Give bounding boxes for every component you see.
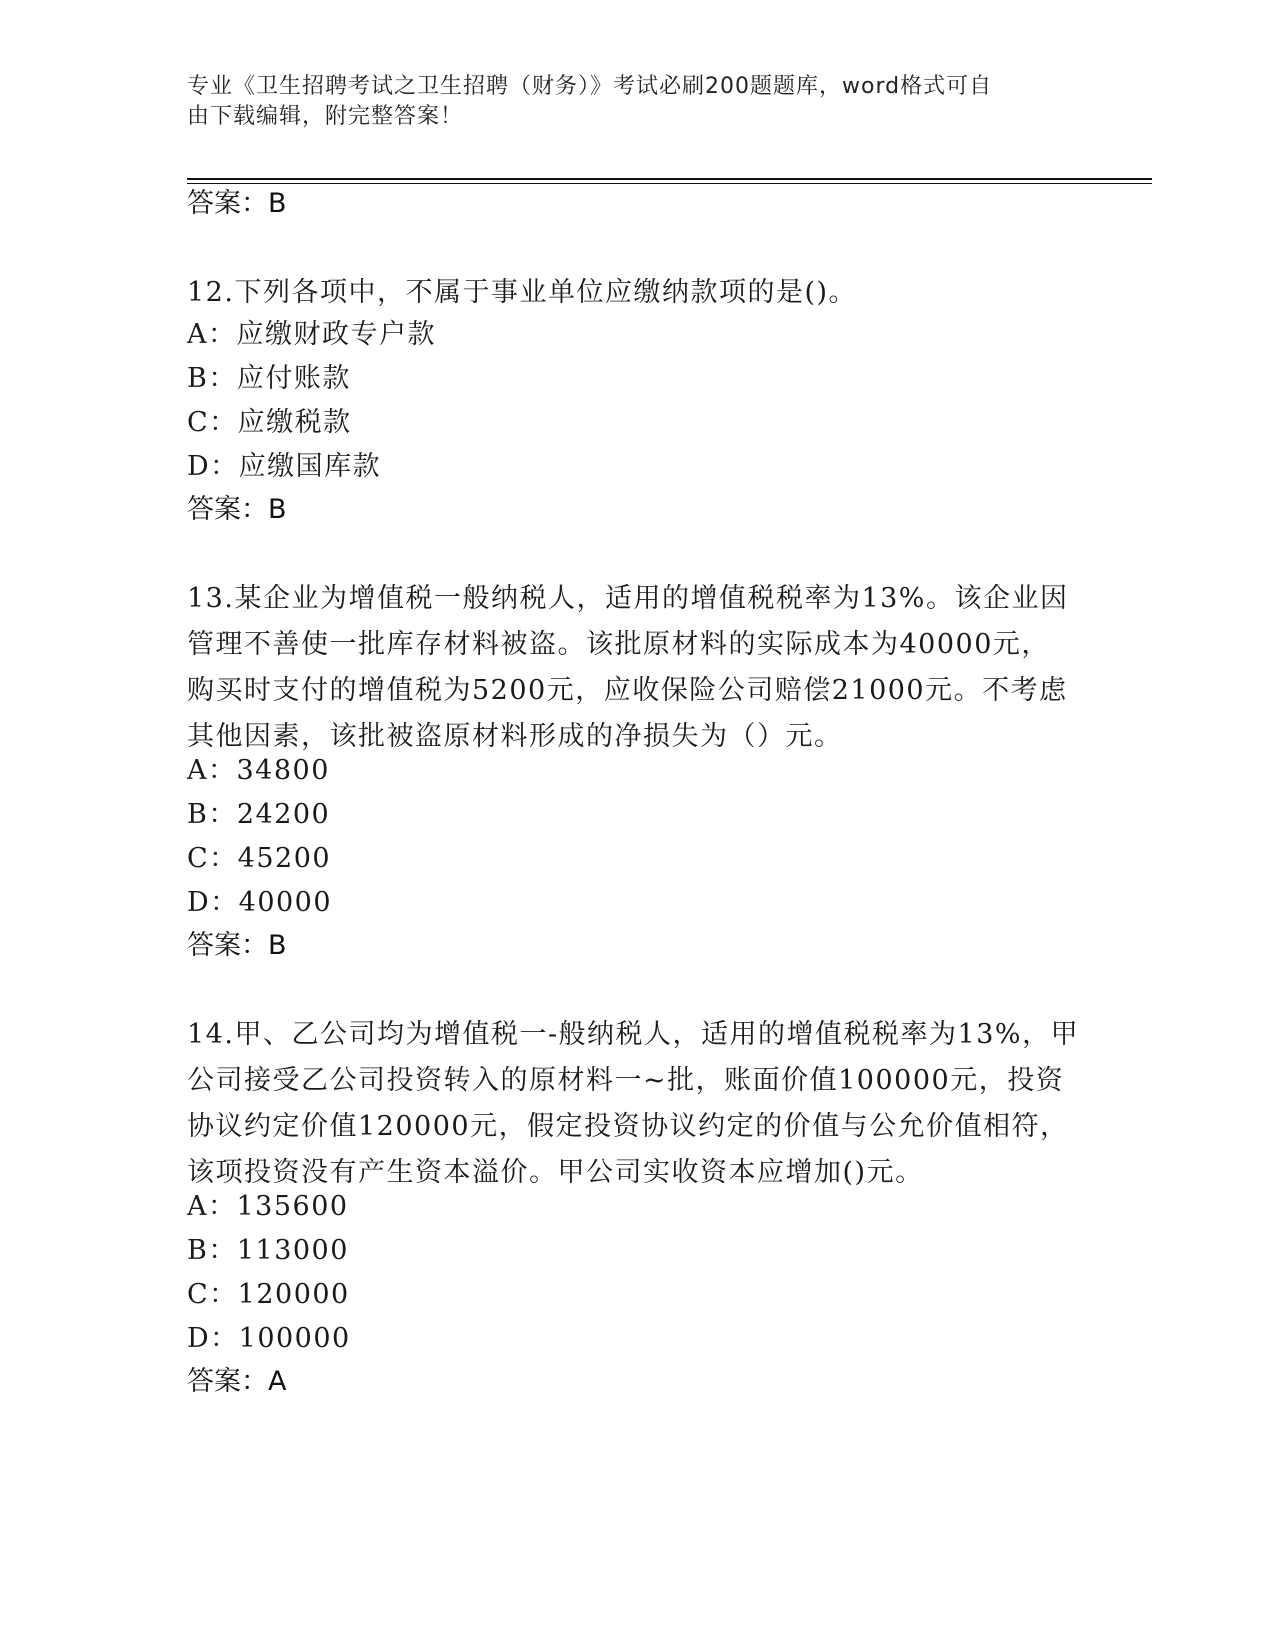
question-13-option-d: D：40000	[187, 887, 333, 918]
question-14-answer: 答案：A	[187, 1366, 287, 1397]
question-14-option-b: B：113000	[187, 1235, 349, 1266]
document-header	[187, 72, 1067, 132]
question-13-stem-line: 其他因素，该批被盗原材料形成的净损失为（）元。	[187, 721, 843, 752]
header-line-1: 专业《卫生招聘考试之卫生招聘（财务）》考试必刷200题题库，word格式可自	[187, 74, 993, 99]
question-14-option-a: A：135600	[187, 1191, 349, 1222]
question-12-stem: 12.下列各项中，不属于事业单位应缴纳款项的是()。	[187, 277, 858, 308]
question-14-stem-line: 14.甲、乙公司均为增值税一-般纳税人，适用的增值税税率为13%，甲	[187, 1019, 1080, 1050]
question-13-option-a: A：34800	[187, 755, 330, 786]
question-13-option-b: B：24200	[187, 799, 331, 830]
header-rule-thin	[187, 183, 1152, 184]
question-13-stem-line: 管理不善使一批库存材料被盗。该批原材料的实际成本为40000元，	[187, 629, 1050, 660]
header-rule-thick	[187, 178, 1152, 180]
question-14-stem-line: 协议约定价值120000元，假定投资协议约定的价值与公允价值相符，	[187, 1111, 1069, 1142]
question-12-option-b: B：应付账款	[187, 363, 351, 394]
previous-answer: 答案：B	[187, 188, 287, 219]
question-12-option-a: A：应缴财政专户款	[187, 319, 436, 350]
question-12-answer: 答案：B	[187, 494, 287, 525]
question-13-stem-line: 13.某企业为增值税一般纳税人，适用的增值税税率为13%。该企业因	[187, 583, 1069, 614]
question-14-stem	[187, 1012, 1087, 1196]
question-14-stem-line: 公司接受乙公司投资转入的原材料一~批，账面价值100000元，投资	[187, 1065, 1065, 1096]
header-line-2: 由下载编辑，附完整答案！	[187, 104, 464, 129]
question-12-option-d: D：应缴国库款	[187, 451, 382, 482]
question-14-stem-line: 该项投资没有产生资本溢价。甲公司实收资本应增加()元。	[187, 1157, 924, 1188]
question-13-answer: 答案：B	[187, 930, 287, 961]
question-14-option-d: D：100000	[187, 1323, 351, 1354]
question-13-stem-line: 购买时支付的增值税为5200元，应收保险公司赔偿21000元。不考虑	[187, 675, 1068, 706]
question-13-stem	[187, 576, 1087, 760]
question-12-option-c: C：应缴税款	[187, 407, 352, 438]
question-13-option-c: C：45200	[187, 843, 332, 874]
question-14-option-c: C：120000	[187, 1279, 350, 1310]
